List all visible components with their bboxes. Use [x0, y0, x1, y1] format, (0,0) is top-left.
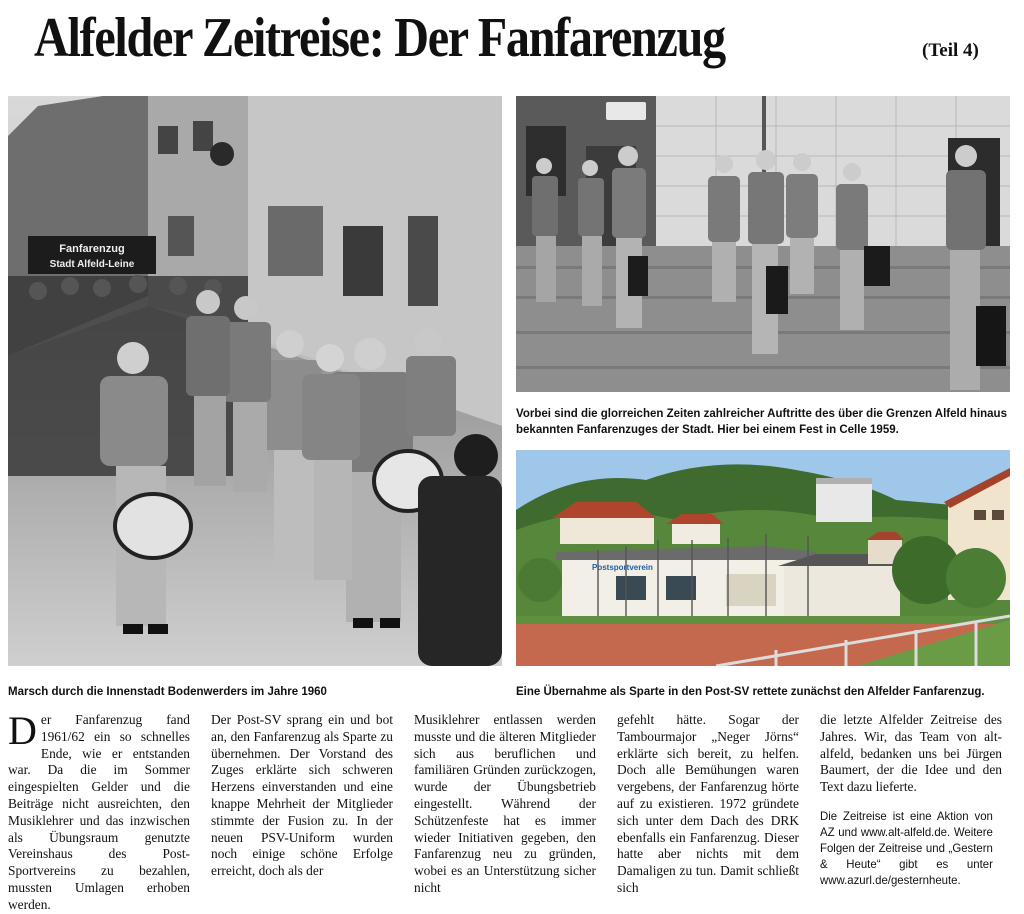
- article-col5-text: die letzte Alfelder Zeitreise des Jahres. Wir, das Team von alt-alfeld, bedanken uns bei Jürgen Baumert, der die Idee und den Text dazu lieferte.: [820, 712, 1002, 795]
- photo-postsportverein-clubhouse: [516, 450, 1010, 666]
- article-dropcap: D: [8, 708, 37, 753]
- article-column-3: [414, 712, 596, 897]
- caption-march: Marsch durch die Innenstadt Bodenwerders im Jahre 1960: [8, 686, 327, 698]
- article-column-4: [617, 712, 799, 897]
- article-col3-text: Musiklehrer entlassen werden musste und die älteren Mitglieder sich aus beruflichen und familiären Gründen zurückzogen, wurde der Übungsbetrieb eingestellt. Während der Schützenfeste hat es immer wieder Initiativen gegeben, den Fanfarenzug neu zu gründen, wobei es an Unterstützung sicher nicht: [414, 712, 596, 895]
- article-column-1: [8, 708, 190, 914]
- caption-celle: Vorbei sind die glorreichen Zeiten zahlreicher Auftritte des über die Grenzen Alfeld hinaus bekannten Fanfarenzuges der Stadt. Hier bei einem Fest in Celle 1959.: [516, 408, 1007, 436]
- clubhouse-sign: Postsportverein: [592, 563, 653, 572]
- banner-line1: Fanfarenzug: [59, 243, 125, 255]
- headline-title: Alfelder Zeitreise: Der Fanfarenzug: [34, 7, 725, 69]
- article-note: Die Zeitreise ist eine Aktion von AZ und www.alt-alfeld.de. Weitere Folgen der Zeitreise und „Gestern & Heute“ gibt es unter www.azurl.de/gesternheute.: [820, 808, 993, 887]
- headline-part: (Teil 4): [922, 40, 979, 61]
- photo-celle-1959: [516, 96, 1010, 392]
- caption-clubhouse: Eine Übernahme als Sparte in den Post-SV rettete zunächst den Alfelder Fanfarenzug.: [516, 686, 985, 698]
- headline: [34, 6, 979, 76]
- article-col4-text: gefehlt hätte. Sogar der Tambourmajor „Neger Jörns“ erklärte sich bereit, zu helfen. Doch alle Bemühungen waren vergebens, der Fanfarenzug hörte auf zu existieren. 1972 gründete sich unter dem Dach des DRK ebenfalls ein Fanfarenzug. Dieser hatte aber nichts mit dem Damaligen zu tun. Damit schließt sich: [617, 712, 799, 895]
- article-column-2: [211, 712, 393, 880]
- photo-march-bodenwerder: [8, 96, 502, 666]
- article-col2-text: Der Post-SV sprang ein und bot an, den Fanfarenzug als Sparte zu übernehmen. Der Vorstand des Zuges erklärte sich schweren Herzens einverstanden und eine knappe Mehrheit der Mitglieder stimmte der Fusion zu. In der neuen PSV-Uniform wurden noch einige schöne Erfolge erreicht, doch als der: [211, 712, 393, 879]
- article-column-5: [820, 712, 1002, 888]
- banner-line2: Stadt Alfeld-Leine: [49, 259, 135, 270]
- article-col1-text: er Fanfarenzug fand 1961/62 ein so schnelles Ende, wie er entstanden war. Da die im Sommer eingespielten Gelder und die Beiträge nicht ausreichten, den Musiklehrer und das inzwischen als Übungsraum genutzte Vereinshaus des Post-Sportvereins zu bezahlen, mussten Umlagen erhoben werden.: [8, 712, 190, 912]
